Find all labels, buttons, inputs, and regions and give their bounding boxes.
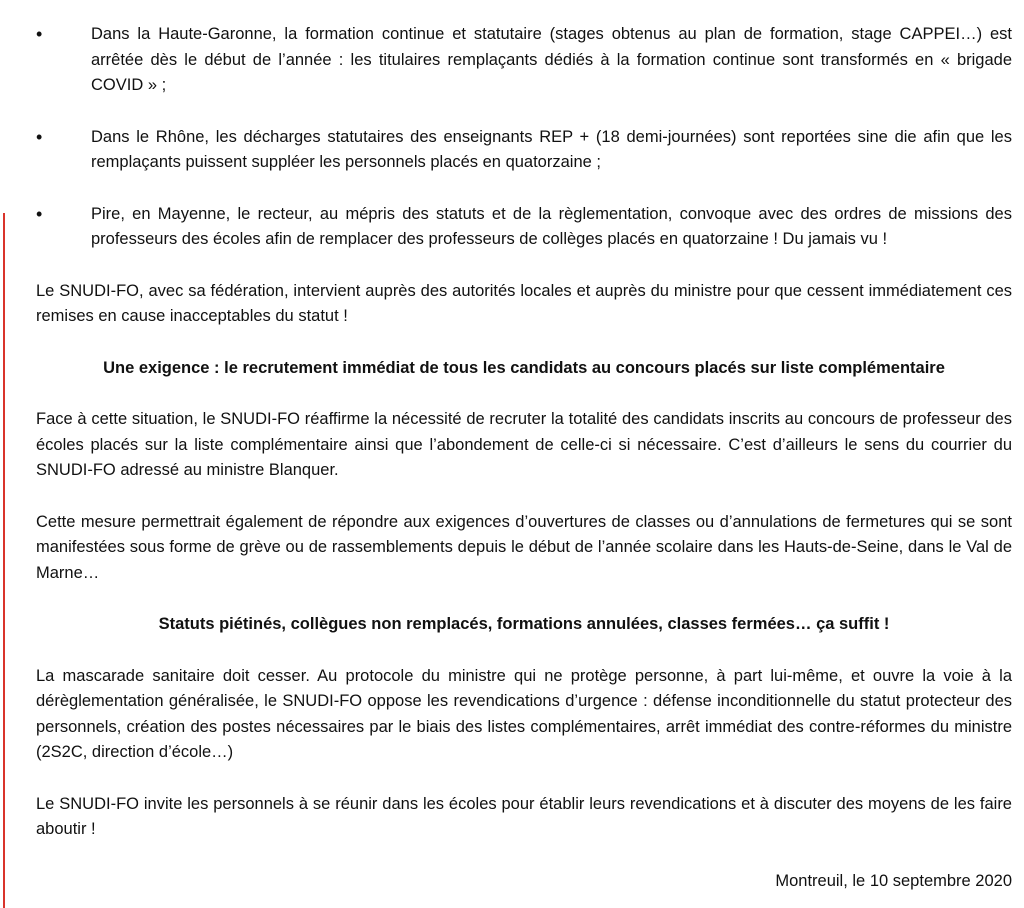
bullet-text: Pire, en Mayenne, le recteur, au mépris des statuts et de la règlementation, convoque avec des ordres de missions des professeurs des écoles afin de remplacer des professeurs de collèges placés en quatorzaine ! Du jamais vu ! [91, 204, 1012, 248]
signature-date-line: Montreuil, le 10 septembre 2020 [775, 871, 1012, 890]
paragraph-mesure: Cette mesure permettrait également de répondre aux exigences d’ouvertures de classes ou d’annulations de fermetures qui se sont manifestées sous forme de grève ou de rassemblements depuis le début de l’année scolaire dans les Hauts-de-Seine, dans le Val de Marne… [36, 512, 1012, 582]
bullet-dot-icon: • [36, 24, 43, 44]
bullet-item-haute-garonne [36, 22, 1012, 99]
paragraph-invitation: Le SNUDI-FO invite les personnels à se réunir dans les écoles pour établir leurs revendications et à discuter des moyens de les faire aboutir ! [36, 794, 1012, 838]
document-body [36, 22, 1012, 894]
bullet-item-mayenne [36, 202, 1012, 253]
paragraph-situation: Face à cette situation, le SNUDI-FO réaffirme la nécessité de recruter la totalité des candidats inscrits au concours de professeur des écoles placés sur la liste complémentaire ainsi que l’abondement de celle-ci si nécessaire. C’est d’ailleurs le sens du courrier du SNUDI-FO adressé au ministre Blanquer. [36, 410, 1012, 479]
red-margin-line [3, 213, 5, 908]
bullet-item-rhone [36, 125, 1012, 176]
bullet-dot-icon: • [36, 203, 43, 224]
bullet-text: Dans le Rhône, les décharges statutaires des enseignants REP + (18 demi-journées) sont reportées sine die afin que les remplaçants puissent suppléer les personnels placés en quatorzaine ; [91, 127, 1012, 171]
paragraph-intervention: Le SNUDI-FO, avec sa fédération, intervient auprès des autorités locales et auprès du ministre pour que cessent immédiatement ces remises en cause inacceptables du statut ! [36, 281, 1012, 325]
bullet-dot-icon: • [36, 126, 43, 147]
bullet-text: Dans la Haute-Garonne, la formation continue et statutaire (stages obtenus au plan de formation, stage CAPPEI…) est arrêtée dès le début de l’année : les titulaires remplaçants dédiés à la formation continue sont transformés en « brigade COVID » ; [91, 25, 1012, 94]
heading-statuts: Statuts piétinés, collègues non remplacés, formations annulées, classes fermées… ça suffit ! [158, 615, 890, 633]
heading-exigence: Une exigence : le recrutement immédiat de tous les candidats au concours placés sur liste complémentaire [103, 358, 945, 377]
paragraph-mascarade: La mascarade sanitaire doit cesser. Au protocole du ministre qui ne protège personne, à part lui-même, et ouvre la voie à la dérèglementation généralisée, le SNUDI-FO oppose les revendications d’urgence : défense inconditionnelle du statut protecteur des personnels, création des postes nécessaires par le biais des listes complémentaires, arrêt immédiat des contre-réformes du ministre (2S2C, direction d’école…) [36, 666, 1012, 761]
